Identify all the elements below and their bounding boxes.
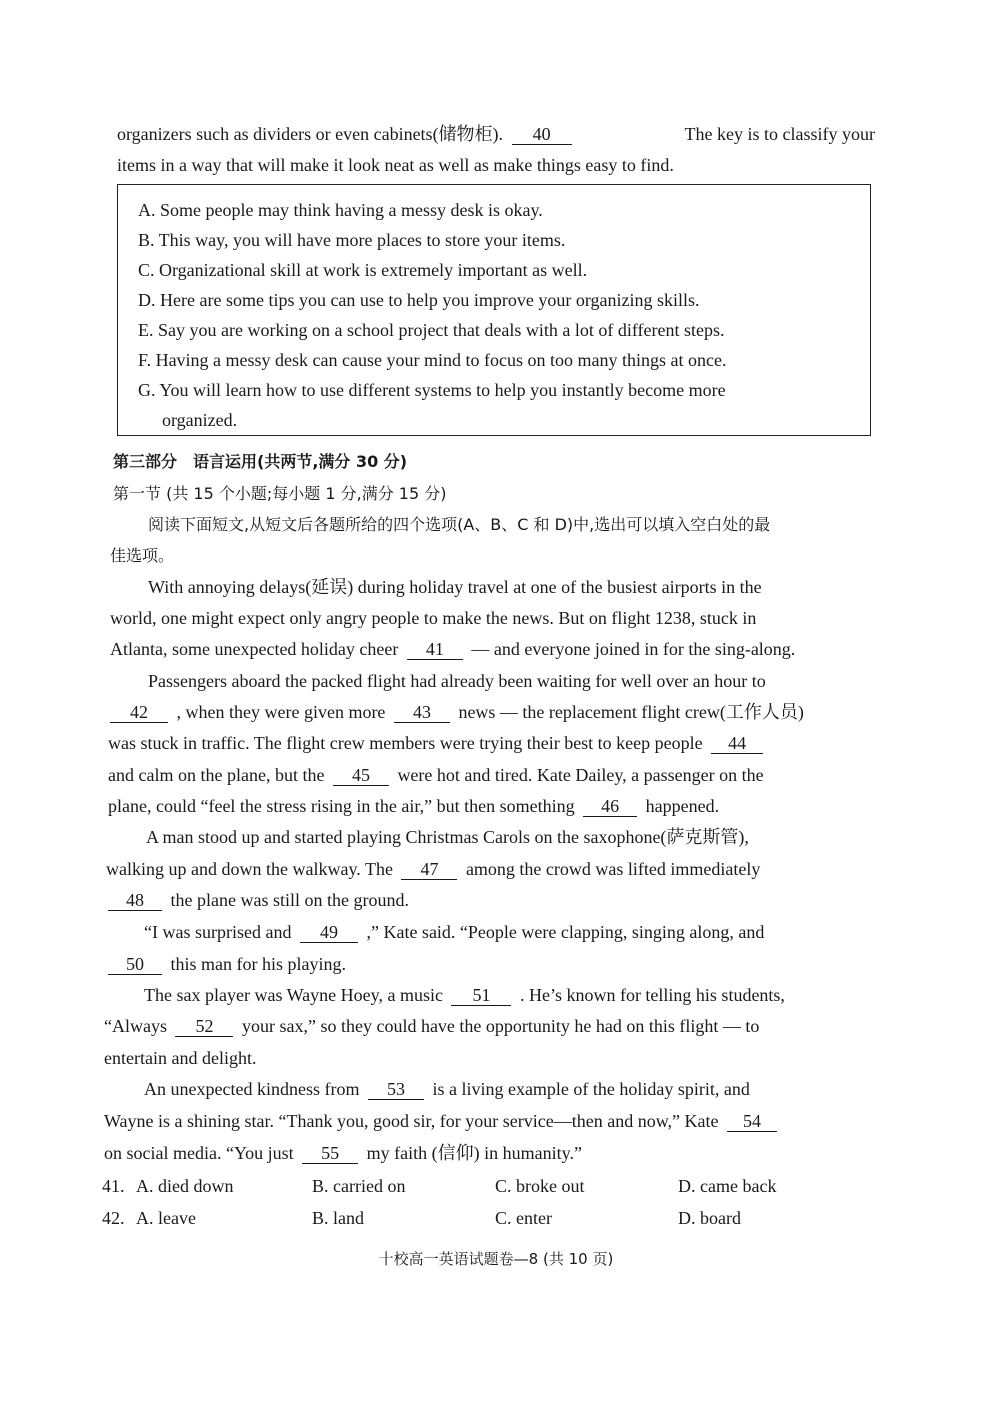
- passage-line: [108, 732, 767, 754]
- blank-53: 53: [368, 1079, 424, 1100]
- intro-line-2: items in a way that will make it look neat as well as make things easy to find.: [117, 155, 674, 175]
- passage-text: , when they were given more: [176, 702, 386, 722]
- passage-text: the plane was still on the ground.: [170, 890, 409, 910]
- question-41-option-d[interactable]: D. came back: [678, 1176, 777, 1196]
- passage-line: [108, 795, 719, 817]
- blank-49: 49: [300, 922, 358, 943]
- instruction-line-1: 阅读下面短文,从短文后各题所给的四个选项(A、B、C 和 D)中,选出可以填入空白处的最: [148, 515, 771, 534]
- passage-text: . He’s known for telling his students,: [519, 985, 785, 1005]
- blank-47: 47: [401, 859, 457, 880]
- passage-text: — and everyone joined in for the sing-along.: [471, 639, 796, 659]
- passage-line: Passengers aboard the packed flight had already been waiting for well over an hour to: [148, 671, 766, 691]
- question-41-option-c[interactable]: C. broke out: [495, 1176, 585, 1196]
- option-d: D. Here are some tips you can use to help you improve your organizing skills.: [138, 290, 700, 310]
- question-42-option-a[interactable]: A. leave: [136, 1208, 196, 1228]
- blank-42: 42: [110, 702, 168, 723]
- blank-40: 40: [512, 124, 572, 145]
- passage-line: world, one might expect only angry people to make the news. But on flight 1238, stuck in: [110, 608, 757, 628]
- passage-line: [144, 1078, 750, 1100]
- blank-46: 46: [583, 796, 637, 817]
- passage-text: my faith (信仰) in humanity.”: [366, 1143, 582, 1163]
- passage-line: [104, 953, 346, 975]
- option-g: G. You will learn how to use different systems to help you instantly become more: [138, 380, 726, 400]
- passage-line: [104, 1110, 781, 1132]
- passage-text: on social media. “You just: [104, 1143, 294, 1163]
- question-42-option-d[interactable]: D. board: [678, 1208, 741, 1228]
- sub-title: 第一节 (共 15 个小题;每小题 1 分,满分 15 分): [113, 484, 447, 503]
- question-41-number: 41.: [102, 1176, 125, 1196]
- passage-text: happened.: [645, 796, 720, 816]
- passage-line: [110, 638, 795, 660]
- option-a: A. Some people may think having a messy desk is okay.: [138, 200, 543, 220]
- option-e: E. Say you are working on a school project that deals with a lot of different steps.: [138, 320, 725, 340]
- passage-text: your sax,” so they could have the opportunity he had on this flight — to: [241, 1016, 760, 1036]
- blank-48: 48: [108, 890, 162, 911]
- passage-line: [106, 701, 804, 723]
- passage-text: and calm on the plane, but the: [108, 765, 325, 785]
- question-41-option-b[interactable]: B. carried on: [312, 1176, 406, 1196]
- question-42-option-c[interactable]: C. enter: [495, 1208, 552, 1228]
- intro-text-a: organizers such as dividers or even cabinets(储物柜).: [117, 124, 504, 144]
- blank-44: 44: [711, 733, 763, 754]
- blank-54: 54: [727, 1111, 777, 1132]
- blank-41: 41: [407, 639, 463, 660]
- passage-line: [144, 921, 764, 943]
- option-b: B. This way, you will have more places to store your items.: [138, 230, 566, 250]
- question-41-option-a[interactable]: A. died down: [136, 1176, 234, 1196]
- passage-line: A man stood up and started playing Christmas Carols on the saxophone(萨克斯管),: [146, 827, 749, 847]
- question-42-number: 42.: [102, 1208, 125, 1228]
- passage-line: entertain and delight.: [104, 1048, 257, 1068]
- blank-50: 50: [108, 954, 162, 975]
- instruction-line-2: 佳选项。: [110, 546, 175, 565]
- option-f: F. Having a messy desk can cause your mind to focus on too many things at once.: [138, 350, 727, 370]
- passage-text: plane, could “feel the stress rising in the air,” but then something: [108, 796, 575, 816]
- blank-51: 51: [451, 985, 511, 1006]
- intro-line-1: [117, 123, 875, 145]
- passage-line: With annoying delays(延误) during holiday travel at one of the busiest airports in the: [148, 577, 762, 597]
- passage-line: [104, 889, 409, 911]
- passage-text: is a living example of the holiday spirit, and: [432, 1079, 750, 1099]
- passage-line: [144, 984, 785, 1006]
- part-title: 第三部分 语言运用(共两节,满分 30 分): [113, 452, 408, 471]
- passage-text: “Always: [104, 1016, 167, 1036]
- passage-text: An unexpected kindness from: [144, 1079, 360, 1099]
- passage-line: [108, 764, 764, 786]
- passage-text: walking up and down the walkway. The: [106, 859, 393, 879]
- passage-line: [104, 1015, 759, 1037]
- passage-text: news — the replacement flight crew(工作人员): [458, 702, 804, 722]
- option-g-cont: organized.: [162, 410, 238, 430]
- blank-55: 55: [302, 1143, 358, 1164]
- passage-line: [106, 858, 760, 880]
- passage-text: this man for his playing.: [170, 954, 346, 974]
- passage-text: was stuck in traffic. The flight crew members were trying their best to keep people: [108, 733, 703, 753]
- passage-text: Wayne is a shining star. “Thank you, good sir, for your service—then and now,” Kate: [104, 1111, 719, 1131]
- passage-text: among the crowd was lifted immediately: [465, 859, 761, 879]
- question-42-option-b[interactable]: B. land: [312, 1208, 364, 1228]
- passage-text: were hot and tired. Kate Dailey, a passenger on the: [397, 765, 764, 785]
- passage-text: Atlanta, some unexpected holiday cheer: [110, 639, 399, 659]
- blank-43: 43: [394, 702, 450, 723]
- intro-text-b: The key is to classify your: [684, 124, 875, 144]
- passage-text: The sax player was Wayne Hoey, a music: [144, 985, 443, 1005]
- passage-text: ,” Kate said. “People were clapping, singing along, and: [366, 922, 765, 942]
- blank-45: 45: [333, 765, 389, 786]
- passage-text: “I was surprised and: [144, 922, 292, 942]
- blank-52: 52: [175, 1016, 233, 1037]
- page-footer: 十校高一英语试题卷—8 (共 10 页): [378, 1250, 614, 1268]
- passage-line: [104, 1142, 582, 1164]
- option-c: C. Organizational skill at work is extremely important as well.: [138, 260, 588, 280]
- options-box: [117, 184, 871, 436]
